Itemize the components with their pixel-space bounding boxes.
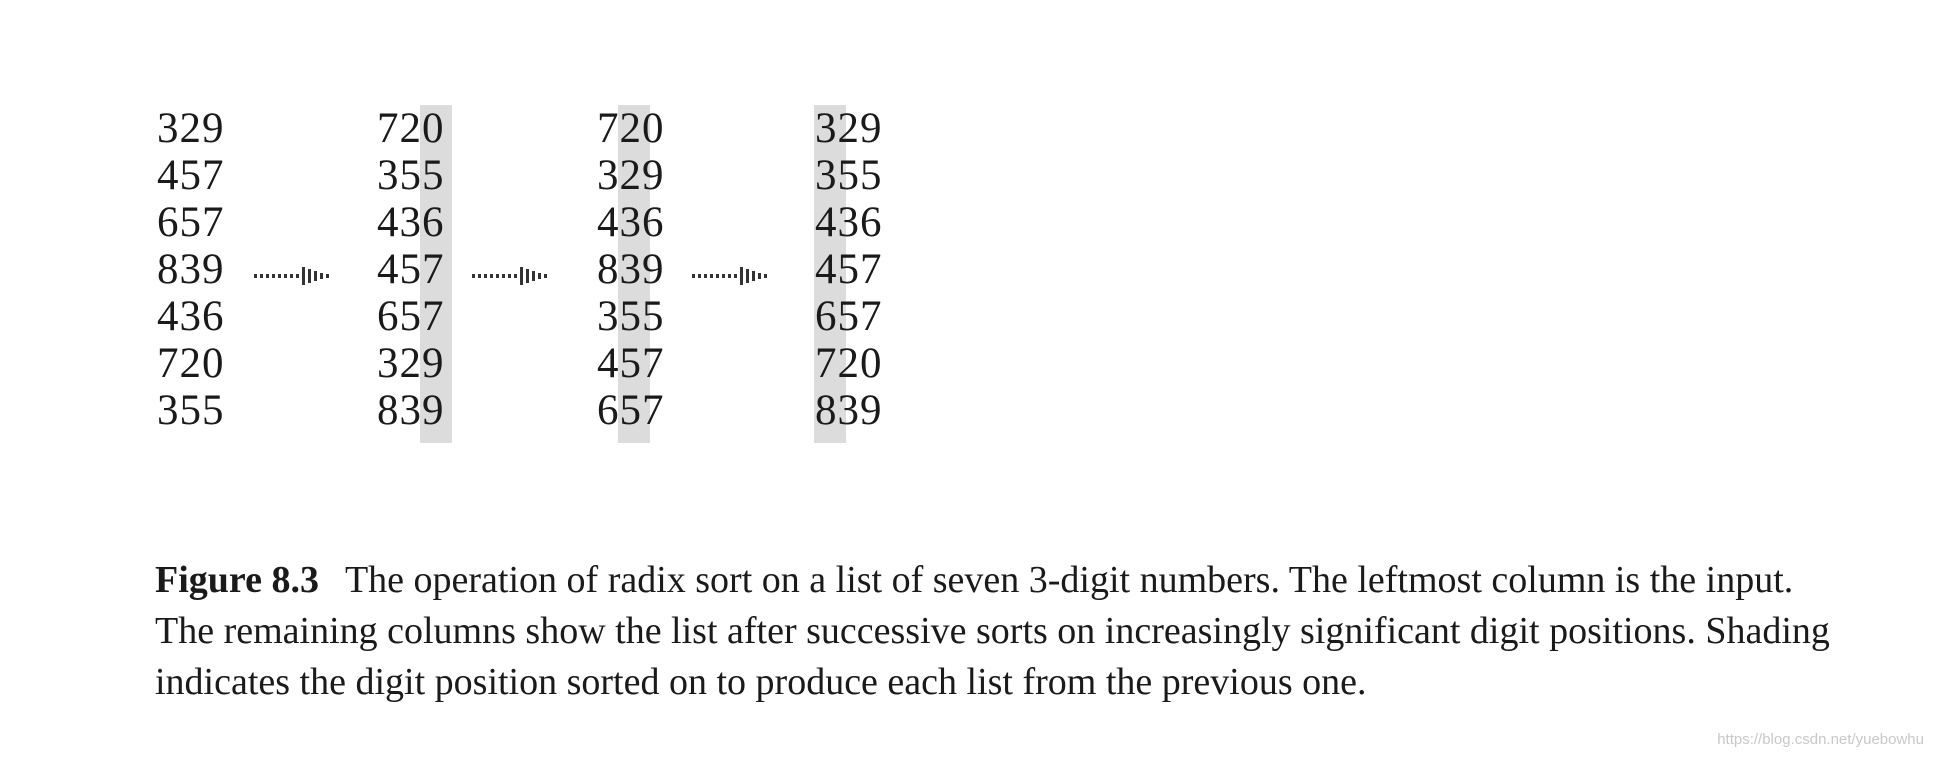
list-item: 436 bbox=[377, 199, 445, 246]
list-item: 355 bbox=[597, 293, 665, 340]
list-item: 329 bbox=[377, 340, 445, 387]
list-item: 355 bbox=[377, 152, 445, 199]
list-item: 329 bbox=[597, 152, 665, 199]
list-item: 436 bbox=[157, 293, 225, 340]
list-item: 457 bbox=[157, 152, 225, 199]
list-item: 657 bbox=[597, 387, 665, 434]
caption-text: The operation of radix sort on a list of seven 3-digit numbers. The leftmost column is the input. The remaining columns show the list after successive sorts on increasingly significant digit positions. Shading indicates the digit position sorted on to produce each list from the previous one. bbox=[155, 559, 1830, 703]
list-item: 839 bbox=[815, 387, 883, 434]
list-item: 457 bbox=[377, 246, 445, 293]
list-item: 436 bbox=[597, 199, 665, 246]
list-item: 839 bbox=[377, 387, 445, 434]
list-item: 839 bbox=[597, 246, 665, 293]
list-item: 720 bbox=[157, 340, 225, 387]
list-item: 720 bbox=[815, 340, 883, 387]
figure-caption bbox=[155, 555, 1835, 708]
column-after-sort-1 bbox=[377, 105, 467, 434]
figure-label: Figure 8.3 bbox=[155, 559, 319, 601]
dotted-arrow-icon bbox=[252, 264, 352, 288]
list-item: 657 bbox=[157, 199, 225, 246]
dotted-arrow-icon bbox=[470, 264, 570, 288]
list-item: 355 bbox=[157, 387, 225, 434]
list-item: 720 bbox=[597, 105, 665, 152]
list-item: 457 bbox=[815, 246, 883, 293]
list-item: 457 bbox=[597, 340, 665, 387]
watermark: https://blog.csdn.net/yuebowhu bbox=[1717, 731, 1924, 748]
list-item: 657 bbox=[815, 293, 883, 340]
list-item: 329 bbox=[157, 105, 225, 152]
list-item: 657 bbox=[377, 293, 445, 340]
column-after-sort-3 bbox=[815, 105, 905, 434]
list-item: 329 bbox=[815, 105, 883, 152]
list-item: 436 bbox=[815, 199, 883, 246]
list-item: 720 bbox=[377, 105, 445, 152]
column-input bbox=[157, 105, 247, 434]
dotted-arrow-icon bbox=[690, 264, 790, 288]
column-after-sort-2 bbox=[597, 105, 687, 434]
list-item: 355 bbox=[815, 152, 883, 199]
list-item: 839 bbox=[157, 246, 225, 293]
